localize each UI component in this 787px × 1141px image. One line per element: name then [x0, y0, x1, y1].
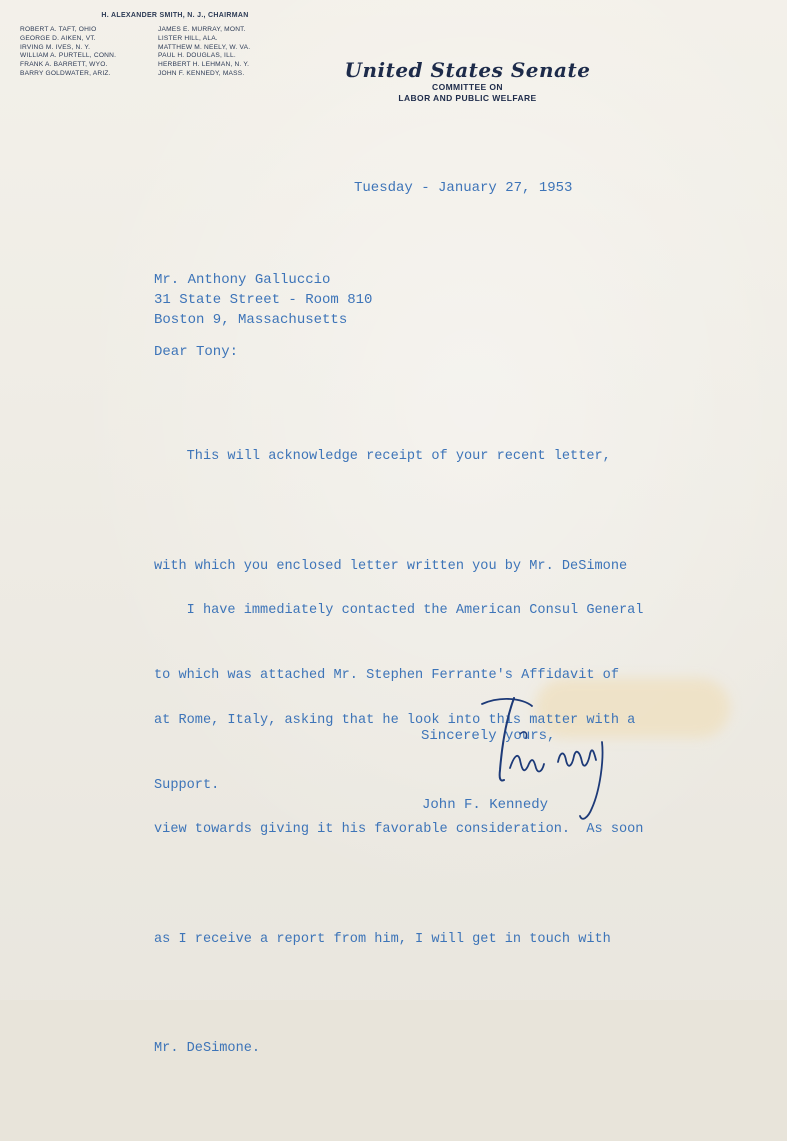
committee-members-right: [158, 26, 250, 79]
paragraph-2: [154, 520, 714, 1141]
committee-member: IRVING M. IVES, N. Y.: [20, 43, 91, 51]
committee-member: WILLIAM A. PURTELL, CONN.: [20, 52, 117, 60]
committee-member: JOHN F. KENNEDY, MASS.: [158, 69, 245, 77]
committee-member: ROBERT A. TAFT, OHIO: [20, 26, 97, 33]
address-line: Boston 9, Massachusetts: [154, 312, 348, 328]
signer-name: John F. Kennedy: [422, 797, 549, 813]
committee-members-left: [20, 26, 116, 79]
committee-member: MATTHEW M. NEELY, W. VA.: [158, 43, 251, 51]
address-line: Mr. Anthony Galluccio: [154, 272, 331, 288]
committee-member: FRANK A. BARRETT, WYO.: [20, 61, 108, 69]
closing: Sincerely yours,: [421, 728, 556, 744]
committee-label: COMMITTEE ON: [432, 82, 503, 92]
letterhead-masthead: [325, 58, 610, 104]
body-line: Support.: [154, 777, 220, 793]
body-line: This will acknowledge receipt of your recent letter,: [154, 449, 611, 464]
letter-date: Tuesday - January 27, 1953: [354, 180, 573, 196]
body-line: at Rome, Italy, asking that he look into this matter with a: [154, 712, 636, 728]
body-line: view towards giving it his favorable consideration. As soon: [154, 822, 644, 837]
body-line: to which was attached Mr. Stephen Ferrante's Affidavit of: [154, 668, 619, 683]
committee-member: GEORGE D. AIKEN, VT.: [20, 34, 96, 42]
senate-title: United States Senate: [344, 58, 591, 82]
committee-name: LABOR AND PUBLIC WELFARE: [398, 93, 537, 103]
body-line: as I receive a report from him, I will get in touch with: [154, 931, 611, 947]
body-line: I have immediately contacted the American Consul General: [154, 603, 644, 618]
committee-member: LISTER HILL, ALA.: [158, 34, 218, 42]
recipient-address: [154, 270, 372, 330]
address-line: 31 State Street - Room 810: [154, 292, 373, 308]
committee-member: HERBERT H. LEHMAN, N. Y.: [158, 61, 250, 69]
body-line: with which you enclosed letter written you by Mr. DeSimone: [154, 558, 628, 574]
committee-chairman: H. ALEXANDER SMITH, N. J., CHAIRMAN: [101, 12, 249, 19]
committee-member: JAMES E. MURRAY, MONT.: [158, 26, 246, 33]
body-line: Mr. DeSimone.: [154, 1041, 261, 1056]
committee-member: BARRY GOLDWATER, ARIZ.: [20, 69, 111, 77]
committee-member: PAUL H. DOUGLAS, ILL.: [158, 52, 236, 60]
salutation: Dear Tony:: [154, 344, 239, 360]
